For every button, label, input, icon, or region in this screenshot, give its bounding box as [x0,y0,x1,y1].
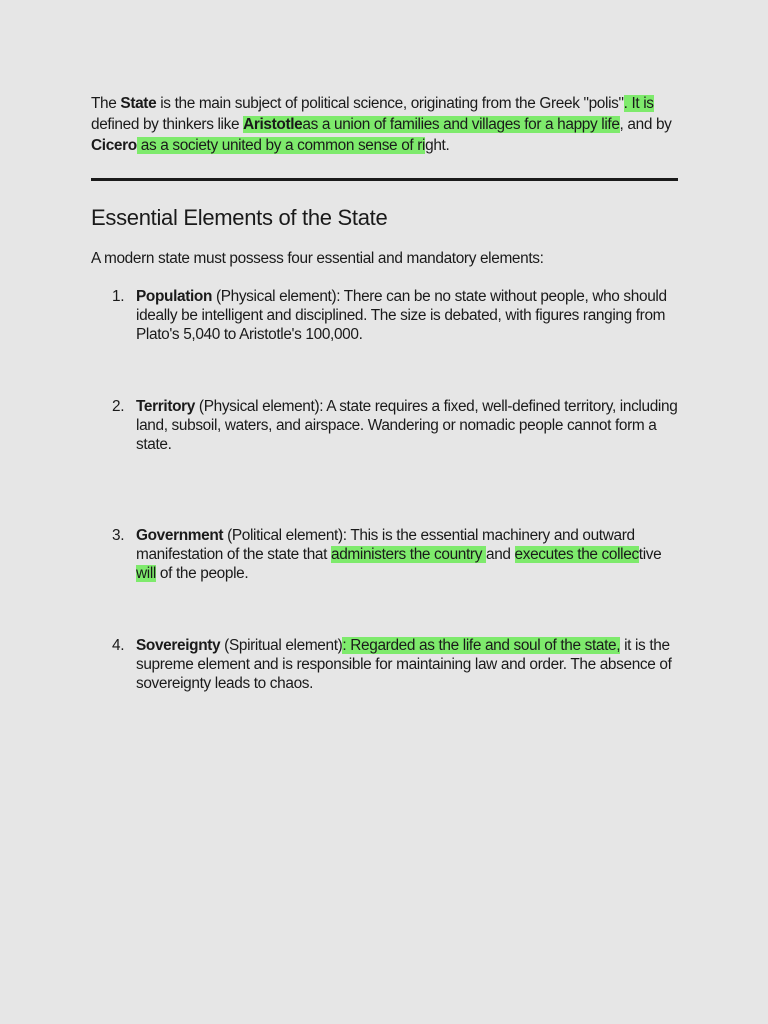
intro-text: ght. [425,137,450,154]
list-item-territory [112,397,682,454]
item-text: (Physical element): A state requires a fixed, well-defined territory, including land, subsoil, waters, and airspace. Wandering or nomadic people cannot form a state. [136,398,678,453]
intro-paragraph [91,93,679,156]
list-item-population [112,287,682,344]
highlight: : Regarded as the life and soul of the state, [342,637,621,654]
highlight: administers the country [331,546,486,563]
horizontal-rule [91,178,678,181]
list-number: 3. [112,527,125,544]
term-population: Population [136,288,213,305]
term-sovereignty: Sovereignty [136,637,221,654]
list-number: 2. [112,398,125,415]
section-heading: Essential Elements of the State [91,205,388,230]
item-text: tive [638,546,662,563]
term-territory: Territory [136,398,195,415]
list-item-sovereignty [112,636,682,693]
term-state: State [120,95,157,112]
item-text: it is the supreme element and is responsible for maintaining law and order. The absence of sovereignty leads to chaos. [136,637,672,692]
highlight: as a union of families and villages for a happy life [302,116,620,133]
intro-text: is the main subject of political science, originating from the Greek "polis" [156,95,624,112]
list-number: 1. [112,288,125,305]
term-government: Government [136,527,224,544]
lead-paragraph: A modern state must possess four essential and mandatory elements: [91,250,544,267]
term-aristotle: Aristotle [243,116,303,133]
highlight: will [136,565,156,582]
term-cicero: Cicero [91,137,137,154]
highlight: as a society united by a common sense of ri [136,137,426,154]
list-number: 4. [112,637,125,654]
list-item-government [112,526,682,583]
intro-text: The [91,95,121,112]
intro-text: defined by thinkers like [91,116,244,133]
highlight: executes the collec [514,546,639,563]
item-text: (Spiritual element) [220,637,343,654]
intro-text: , and by [619,116,672,133]
item-text: of the people. [155,565,249,582]
item-text: and [485,546,515,563]
item-text: (Political element): This is the essential machinery and outward manifestation of the state that [136,527,635,563]
item-text: (Physical element): There can be no state without people, who should ideally be intelligent and disciplined. The size is debated, with figures ranging from Plato's 5,040 to Aristotle's 100,000. [136,288,667,343]
highlight: . It is [623,95,654,112]
